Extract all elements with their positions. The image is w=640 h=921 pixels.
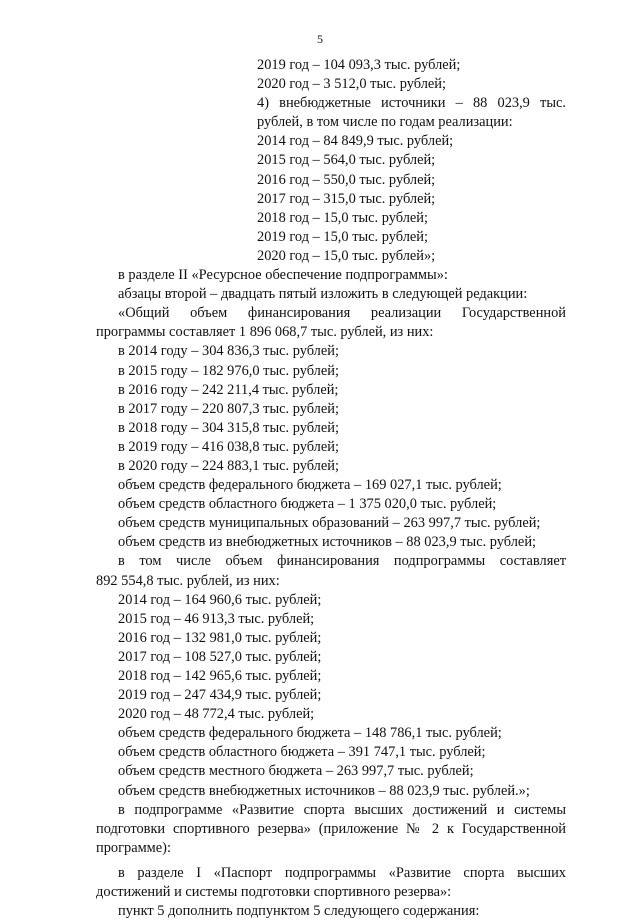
text-line: 2019 год – 247 434,9 тыс. рублей;: [118, 687, 322, 704]
text-line: в 2016 году – 242 211,4 тыс. рублей;: [118, 381, 339, 398]
text-line: 2018 год – 15,0 тыс. рублей;: [257, 209, 428, 226]
text-line: программе):: [96, 839, 171, 856]
text-line: в том числе объем финансирования подпрограммы составляет: [118, 553, 566, 570]
text-line: в разделе II «Ресурсное обеспечение подпрограммы»:: [118, 267, 448, 284]
text-line: объем средств областного бюджета – 1 375 020,0 тыс. рублей;: [118, 496, 497, 513]
text-line: в 2017 году – 220 807,3 тыс. рублей;: [118, 400, 339, 417]
text-line: 2015 год – 46 913,3 тыс. рублей;: [118, 610, 315, 627]
text-line: абзацы второй – двадцать пятый изложить в следующей редакции:: [118, 286, 528, 303]
text-line: 2019 год – 15,0 тыс. рублей;: [257, 228, 428, 245]
text-line: 2015 год – 564,0 тыс. рублей;: [257, 152, 436, 169]
text-line: достижений и системы подготовки спортивного резерва»:: [96, 884, 452, 901]
text-line: программы составляет 1 896 068,7 тыс. рублей, из них:: [96, 324, 434, 341]
text-line: в 2015 году – 182 976,0 тыс. рублей;: [118, 362, 339, 379]
text-line: 2017 год – 108 527,0 тыс. рублей;: [118, 648, 322, 665]
text-line: 2017 год – 315,0 тыс. рублей;: [257, 190, 436, 207]
text-line: объем средств муниципальных образований – 263 997,7 тыс. рублей;: [118, 515, 541, 532]
text-line: объем средств из внебюджетных источников – 88 023,9 тыс. рублей;: [118, 534, 537, 551]
text-line: 892 554,8 тыс. рублей, из них:: [96, 572, 280, 589]
text-line: 2016 год – 550,0 тыс. рублей;: [257, 171, 436, 188]
text-line: 2014 год – 84 849,9 тыс. рублей;: [257, 133, 454, 150]
text-line: в разделе I «Паспорт подпрограммы «Развитие спорта высших: [118, 864, 566, 881]
text-line: в 2020 году – 224 883,1 тыс. рублей;: [118, 457, 339, 474]
text-line: 2020 год – 3 512,0 тыс. рублей;: [257, 76, 446, 93]
text-line: 4) внебюджетные источники – 88 023,9 тыс.: [257, 95, 566, 112]
text-line: 2016 год – 132 981,0 тыс. рублей;: [118, 629, 322, 646]
text-line: «Общий объем финансирования реализации Государственной: [118, 305, 566, 322]
page-number: 5: [317, 32, 323, 46]
text-line: в 2019 году – 416 038,8 тыс. рублей;: [118, 438, 339, 455]
text-line: 2020 год – 15,0 тыс. рублей»;: [257, 247, 436, 264]
text-line: объем средств внебюджетных источников – 88 023,9 тыс. рублей.»;: [118, 782, 530, 799]
text-line: объем средств федерального бюджета – 148 786,1 тыс. рублей;: [118, 725, 502, 742]
text-line: в 2014 году – 304 836,3 тыс. рублей;: [118, 343, 339, 360]
text-line: подготовки спортивного резерва» (приложение № 2 к Государственной: [96, 820, 566, 837]
text-line: объем средств областного бюджета – 391 747,1 тыс. рублей;: [118, 744, 486, 761]
text-line: 2020 год – 48 772,4 тыс. рублей;: [118, 706, 315, 723]
text-line: объем средств федерального бюджета – 169 027,1 тыс. рублей;: [118, 477, 502, 494]
text-line: в подпрограмме «Развитие спорта высших достижений и системы: [118, 801, 566, 818]
text-line: 2018 год – 142 965,6 тыс. рублей;: [118, 668, 322, 684]
text-line: рублей, в том числе по годам реализации:: [257, 114, 513, 131]
text-line: 2014 год – 164 960,6 тыс. рублей;: [118, 591, 322, 608]
text-line: в 2018 году – 304 315,8 тыс. рублей;: [118, 419, 339, 436]
document-body: [96, 56, 566, 921]
text-line: пункт 5 дополнить подпунктом 5 следующего содержания:: [118, 903, 480, 920]
text-line: 2019 год – 104 093,3 тыс. рублей;: [257, 57, 461, 73]
text-line: объем средств местного бюджета – 263 997,7 тыс. рублей;: [118, 763, 474, 780]
